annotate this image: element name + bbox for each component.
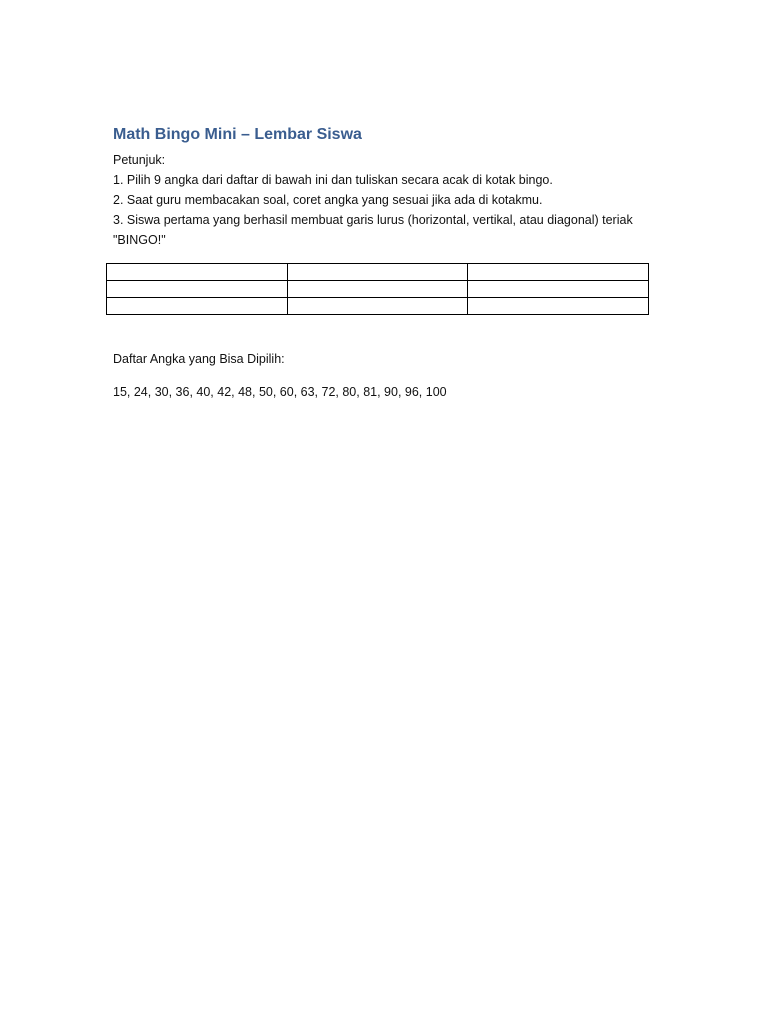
bingo-cell [468, 264, 649, 281]
worksheet-page [113, 124, 653, 399]
bingo-cell [287, 298, 468, 315]
bingo-row [107, 264, 649, 281]
bingo-cell [287, 264, 468, 281]
bingo-cell [468, 281, 649, 298]
bingo-cell [107, 264, 288, 281]
number-list-label: Daftar Angka yang Bisa Dipilih: [113, 351, 285, 366]
bingo-row [107, 281, 649, 298]
worksheet-title: Math Bingo Mini – Lembar Siswa [113, 126, 362, 143]
bingo-row [107, 298, 649, 315]
bingo-cell [468, 298, 649, 315]
instruction-step-2: 2. Saat guru membacakan soal, coret angka yang sesuai jika ada di kotakmu. [113, 193, 543, 207]
instruction-step-1: 1. Pilih 9 angka dari daftar di bawah ini dan tuliskan secara acak di kotak bingo. [113, 173, 553, 187]
instructions-label: Petunjuk: [113, 153, 166, 167]
instruction-step-3: 3. Siswa pertama yang berhasil membuat garis lurus (horizontal, vertikal, atau diagonal) teriak "BINGO!" [113, 213, 633, 247]
bingo-cell [107, 298, 288, 315]
number-list: 15, 24, 30, 36, 40, 42, 48, 50, 60, 63, 72, 80, 81, 90, 96, 100 [113, 384, 447, 399]
bingo-grid [106, 263, 649, 315]
bingo-cell [107, 281, 288, 298]
bingo-cell [287, 281, 468, 298]
